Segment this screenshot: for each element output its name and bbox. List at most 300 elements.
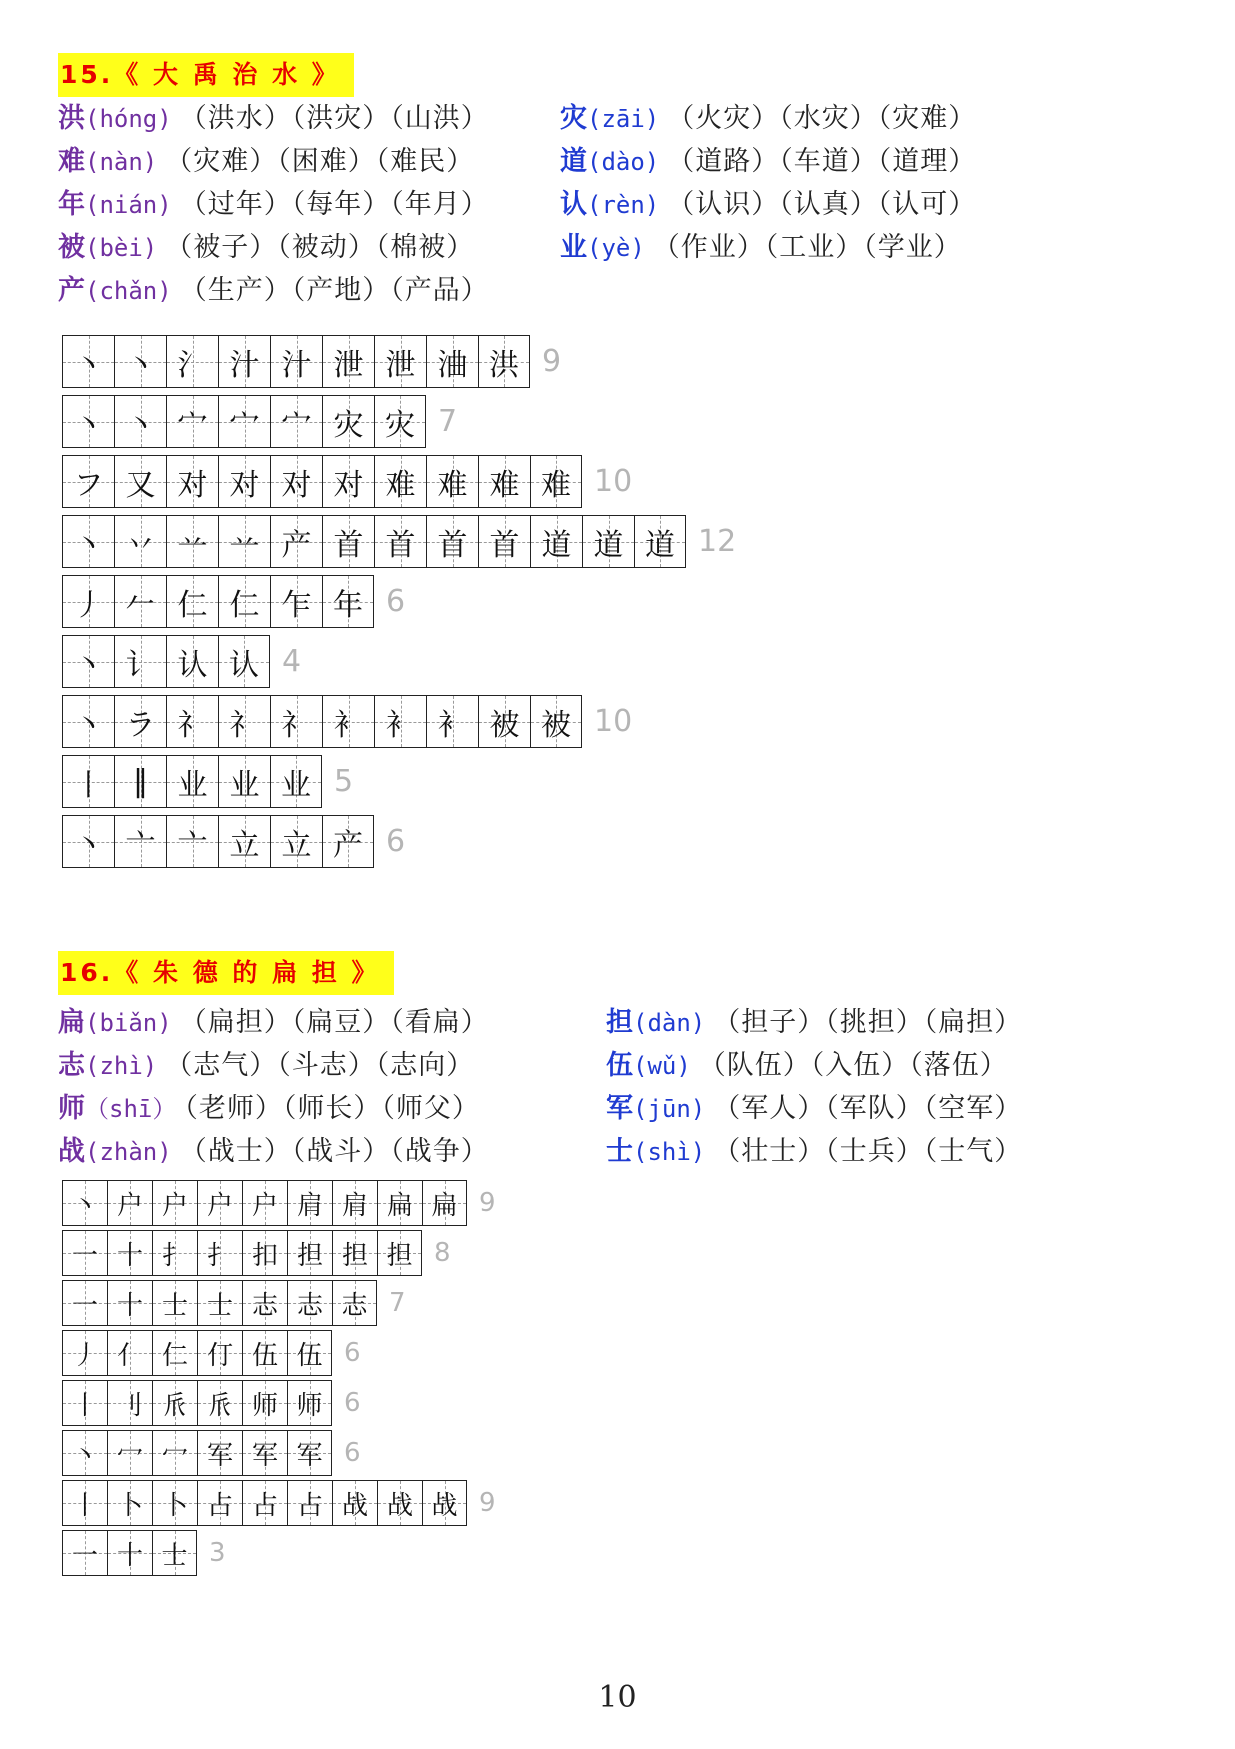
stroke-cell [322,455,374,508]
stroke-cell [62,695,114,748]
vocab-char: 师 [58,1093,85,1124]
stroke-cell [322,575,374,628]
stroke-cell [152,1330,197,1376]
stroke-row [62,1230,451,1276]
stroke-cell [218,815,270,868]
vocab-pinyin: (dào) [587,148,660,176]
stroke-cell [114,395,166,448]
stroke-step: 对 [229,467,260,503]
stroke-cell [530,515,582,568]
stroke-cell [62,1230,107,1276]
stroke-step: 灾 [385,407,415,443]
page-number: 10 [598,1680,637,1715]
stroke-row [62,1380,361,1426]
stroke-step: 产 [281,527,312,563]
vocab-char: 业 [560,232,587,263]
stroke-step: 𠂢 [206,1390,233,1421]
stroke-step: 担 [386,1240,413,1271]
vocab-pinyin: (biǎn) [85,1009,172,1037]
stroke-cell [270,455,322,508]
vocab-words: （认识）（认真）（认可） [667,189,977,220]
stroke-cell [166,395,218,448]
stroke-cell [242,1480,287,1526]
stroke-cell [152,1480,197,1526]
stroke-cell [287,1230,332,1276]
stroke-step: 丶 [73,707,104,743]
stroke-step: 业 [281,767,311,803]
stroke-cell [166,575,218,628]
vocab-row [560,97,976,140]
vocab-words: （火灾）（水灾）（灾难） [667,103,977,134]
vocab-words: （灾难）（困难）（难民） [165,146,475,177]
stroke-cell [114,515,166,568]
vocab-words: （被子）（被动）（棉被） [165,232,475,263]
vocab-char: 灾 [560,103,587,134]
section-15-title: 15.《 大 禹 治 水 》 [58,53,354,97]
stroke-count: 5 [334,764,354,799]
stroke-cell [242,1180,287,1226]
stroke-step: 衤 [385,707,416,743]
stroke-step: 丿 [73,587,104,623]
stroke-cell [107,1530,152,1576]
vocab-pinyin: (chǎn) [85,277,172,305]
stroke-cell [478,695,530,748]
stroke-cell [218,755,270,808]
vocab-words: （过年）（每年）（年月） [179,189,489,220]
vocab-row [560,183,976,226]
stroke-cell [62,335,114,388]
vocab-char: 洪 [58,103,85,134]
stroke-step: 礻 [229,707,260,743]
stroke-step: 泄 [385,347,416,383]
stroke-count: 8 [434,1238,451,1268]
stroke-step: 战 [341,1490,368,1521]
stroke-cell [270,335,322,388]
stroke-row [62,455,632,508]
stroke-step: 首 [437,527,468,563]
stroke-cell [218,455,270,508]
stroke-row [62,395,457,448]
stroke-step: 卜 [161,1490,188,1521]
stroke-cell [62,515,114,568]
stroke-cell [218,515,270,568]
vocab-words: （队伍）（入伍）（落伍） [698,1050,1008,1081]
vocab-words: （道路）（车道）（道理） [667,146,977,177]
stroke-cell [242,1380,287,1426]
stroke-count: 9 [479,1488,496,1518]
stroke-row [62,335,561,388]
vocab-char: 年 [58,189,85,220]
vocab-char: 认 [560,189,587,220]
stroke-cell [62,1180,107,1226]
stroke-step: 冖 [116,1440,143,1471]
stroke-step: 丿 [71,1340,98,1371]
stroke-step: 业 [177,767,208,803]
stroke-cell [287,1330,332,1376]
stroke-cell [287,1180,332,1226]
stroke-step: 师 [251,1390,278,1421]
stroke-step: 丨 [71,1390,98,1421]
stroke-cell [287,1430,332,1476]
vocab-char: 担 [606,1007,633,1038]
vocab-char: 战 [58,1136,85,1167]
vocab-char: 道 [560,146,587,177]
vocab-char: 军 [606,1093,633,1124]
vocab-words: （战士）（战斗）（战争） [179,1136,489,1167]
stroke-step: 认 [177,647,208,683]
stroke-cell [322,815,374,868]
vocab-words: （志气）（斗志）（志向） [165,1050,475,1081]
stroke-step: 䒑 [177,527,208,563]
vocab-pinyin: （shī） [85,1095,177,1123]
stroke-step: 泄 [333,347,364,383]
stroke-cell [62,1380,107,1426]
stroke-cell [287,1380,332,1426]
stroke-cell [270,575,322,628]
stroke-step: 伍 [296,1340,323,1371]
stroke-step: 汁 [281,347,312,383]
stroke-step: 伍 [251,1340,278,1371]
stroke-cell [166,815,218,868]
stroke-cell [287,1280,332,1326]
vocab-pinyin: (zhàn) [85,1138,172,1166]
stroke-step: 对 [177,467,208,503]
vocab-words: （老师）（师长）（师父） [184,1093,480,1124]
stroke-count: 10 [594,464,633,499]
stroke-cell [374,695,426,748]
stroke-step: 刂 [116,1390,143,1421]
stroke-step: 占 [296,1490,323,1521]
stroke-row [62,1330,361,1376]
stroke-step: 扌 [206,1240,233,1271]
stroke-step: 立 [229,827,260,863]
stroke-cell [322,335,374,388]
stroke-step: 丶 [125,347,156,383]
stroke-count: 10 [594,704,633,739]
stroke-step: 士 [161,1540,188,1571]
stroke-step: 衤 [437,707,468,743]
stroke-row [62,515,736,568]
vocab-row [58,226,489,269]
stroke-cell [332,1280,377,1326]
vocab-pinyin: (zāi) [587,105,660,133]
stroke-step: 志 [341,1290,368,1321]
stroke-cell [377,1480,422,1526]
stroke-step: 难 [385,467,416,503]
stroke-cell [242,1330,287,1376]
vocab-char: 扁 [58,1007,85,1038]
stroke-cell [62,1430,107,1476]
stroke-cell [152,1380,197,1426]
section-16-vocab-right [606,1001,1022,1173]
stroke-cell [478,455,530,508]
stroke-step: 扌 [161,1240,188,1271]
stroke-step: 志 [296,1290,323,1321]
stroke-cell [422,1480,467,1526]
stroke-step: 战 [386,1490,413,1521]
stroke-step: 扁 [431,1190,458,1221]
stroke-cell [62,1280,107,1326]
stroke-step: 䒑 [229,527,260,563]
stroke-step: 𠂢 [161,1390,188,1421]
stroke-cell [270,815,322,868]
stroke-step: 担 [296,1240,323,1271]
stroke-cell [377,1230,422,1276]
stroke-cell [62,635,114,688]
vocab-row [58,1087,489,1130]
vocab-row [606,1044,1022,1087]
stroke-step: 户 [116,1190,143,1221]
vocab-pinyin: (zhì) [85,1052,158,1080]
stroke-cell [426,515,478,568]
stroke-cell [166,695,218,748]
stroke-cell [322,695,374,748]
stroke-step: 担 [341,1240,368,1271]
vocab-char: 被 [58,232,85,263]
stroke-step: 被 [541,707,571,743]
stroke-step: 首 [489,527,520,563]
stroke-step: 对 [281,467,312,503]
stroke-count: 6 [344,1438,361,1468]
stroke-cell [197,1430,242,1476]
vocab-char: 难 [58,146,85,177]
vocab-row [58,97,489,140]
stroke-cell [107,1330,152,1376]
stroke-count: 7 [438,404,458,439]
stroke-step: 亻 [116,1340,143,1371]
vocab-row [606,1130,1022,1173]
stroke-step: 一 [71,1290,98,1321]
stroke-cell [152,1180,197,1226]
stroke-step: 丷 [125,527,156,563]
vocab-words: （作业）（工业）（学业） [652,232,962,263]
stroke-cell [270,755,322,808]
vocab-row [58,140,489,183]
stroke-count: 6 [386,584,406,619]
stroke-step: 道 [645,527,675,563]
stroke-cell [374,335,426,388]
stroke-step: 仁 [229,587,260,623]
stroke-step: 洪 [489,347,519,383]
stroke-cell [242,1230,287,1276]
stroke-step: 丶 [125,407,156,443]
vocab-pinyin: (hóng) [85,105,172,133]
stroke-cell [166,635,218,688]
stroke-cell [478,515,530,568]
stroke-cell [114,755,166,808]
stroke-cell [166,335,218,388]
stroke-step: 道 [593,527,624,563]
stroke-step: 肩 [296,1190,323,1221]
stroke-cell [114,635,166,688]
stroke-step: 衤 [333,707,364,743]
stroke-step: 丨 [73,767,104,803]
stroke-cell [374,395,426,448]
stroke-cell [114,695,166,748]
stroke-cell [197,1380,242,1426]
stroke-step: 宀 [229,407,260,443]
stroke-step: 户 [251,1190,278,1221]
stroke-step: 丨 [71,1490,98,1521]
stroke-cell [197,1180,242,1226]
stroke-step: 难 [437,467,468,503]
stroke-cell [478,335,530,388]
vocab-pinyin: (bèi) [85,234,158,262]
vocab-char: 产 [58,275,85,306]
stroke-cell [114,455,166,508]
stroke-step: 仁 [161,1340,188,1371]
stroke-cell [197,1280,242,1326]
vocab-pinyin: (shì) [633,1138,706,1166]
stroke-cell [107,1380,152,1426]
stroke-step: 十 [116,1240,143,1271]
stroke-cell [332,1230,377,1276]
stroke-step: 扁 [386,1190,413,1221]
stroke-step: 户 [161,1190,188,1221]
stroke-step: 首 [385,527,416,563]
vocab-char: 士 [606,1136,633,1167]
stroke-row [62,1280,406,1326]
stroke-cell [107,1180,152,1226]
stroke-cell [270,395,322,448]
stroke-row [62,815,405,868]
vocab-words: （生产）（产地）（产品） [179,275,489,306]
stroke-cell [426,455,478,508]
vocab-words: （军人）（军队）（空军） [713,1093,1023,1124]
stroke-step: 被 [489,707,520,743]
stroke-cell [332,1180,377,1226]
stroke-cell [582,515,634,568]
vocab-pinyin: (dàn) [633,1009,706,1037]
stroke-cell [287,1480,332,1526]
stroke-cell [62,1530,107,1576]
stroke-step: 肩 [341,1190,368,1221]
vocab-pinyin: (jūn) [633,1095,706,1123]
stroke-count: 4 [282,644,302,679]
stroke-step: 军 [206,1440,233,1471]
stroke-step: 对 [333,467,364,503]
vocab-words: （扁担）（扁豆）（看扁） [179,1007,489,1038]
stroke-cell [218,335,270,388]
stroke-step: 认 [229,647,259,683]
stroke-step: 战 [431,1490,458,1521]
stroke-step: 一 [71,1240,98,1271]
vocab-row [560,140,976,183]
stroke-step: 道 [541,527,572,563]
stroke-count: 6 [344,1338,361,1368]
stroke-step: 礻 [281,707,312,743]
stroke-row [62,1480,496,1526]
stroke-cell [152,1280,197,1326]
stroke-step: 仃 [206,1340,233,1371]
stroke-cell [114,335,166,388]
stroke-step: 又 [125,467,156,503]
stroke-row [62,1530,226,1576]
stroke-step: 十 [116,1290,143,1321]
stroke-cell [107,1280,152,1326]
stroke-cell [374,515,426,568]
stroke-step: ラ [125,707,156,743]
stroke-cell [242,1430,287,1476]
stroke-cell [530,695,582,748]
stroke-count: 12 [698,524,737,559]
stroke-step: 年 [333,587,363,623]
stroke-step: 占 [251,1490,278,1521]
vocab-char: 志 [58,1050,85,1081]
stroke-cell [270,695,322,748]
stroke-cell [322,395,374,448]
stroke-count: 6 [344,1388,361,1418]
stroke-step: 丶 [73,827,104,863]
stroke-cell [197,1330,242,1376]
vocab-words: （洪水）（洪灾）（山洪） [179,103,489,134]
stroke-step: 丶 [73,527,104,563]
stroke-cell [114,575,166,628]
vocab-row [560,226,976,269]
stroke-cell [62,755,114,808]
stroke-step: 氵 [177,347,208,383]
section-15-vocab-right [560,97,976,269]
stroke-cell [152,1430,197,1476]
stroke-step: 冖 [161,1440,188,1471]
stroke-cell [218,635,270,688]
stroke-step: 难 [489,467,520,503]
stroke-cell [62,395,114,448]
stroke-cell [197,1480,242,1526]
stroke-step: 志 [251,1290,278,1321]
stroke-cell [166,515,218,568]
stroke-step: 业 [229,767,260,803]
stroke-step: 丶 [71,1190,98,1221]
stroke-cell [422,1180,467,1226]
stroke-step: 灾 [333,407,364,443]
stroke-step: 占 [206,1490,233,1521]
stroke-step: 立 [281,827,312,863]
stroke-row [62,1430,361,1476]
stroke-cell [197,1230,242,1276]
stroke-cell [426,335,478,388]
stroke-count: 9 [542,344,562,379]
stroke-cell [426,695,478,748]
stroke-step: 产 [333,827,363,863]
stroke-cell [62,575,114,628]
vocab-row [58,1130,489,1173]
stroke-row [62,575,405,628]
stroke-cell [166,455,218,508]
stroke-step: 亠 [177,827,208,863]
stroke-cell [218,695,270,748]
stroke-cell [166,755,218,808]
stroke-cell [377,1180,422,1226]
stroke-step: 汁 [229,347,260,383]
stroke-step: 仁 [177,587,208,623]
section-15-vocab-left [58,97,489,312]
stroke-step: 丶 [73,647,104,683]
stroke-cell [152,1530,197,1576]
stroke-cell [218,575,270,628]
stroke-cell [107,1480,152,1526]
stroke-cell [332,1480,377,1526]
stroke-step: 军 [251,1440,278,1471]
stroke-cell [530,455,582,508]
stroke-cell [62,1330,107,1376]
stroke-step: 宀 [177,407,208,443]
section-16-title: 16.《 朱 德 的 扁 担 》 [58,951,394,995]
vocab-words: （壮士）（士兵）（士气） [713,1136,1023,1167]
stroke-step: 户 [206,1190,233,1221]
vocab-row [58,269,489,312]
stroke-step: 浀 [437,347,468,383]
